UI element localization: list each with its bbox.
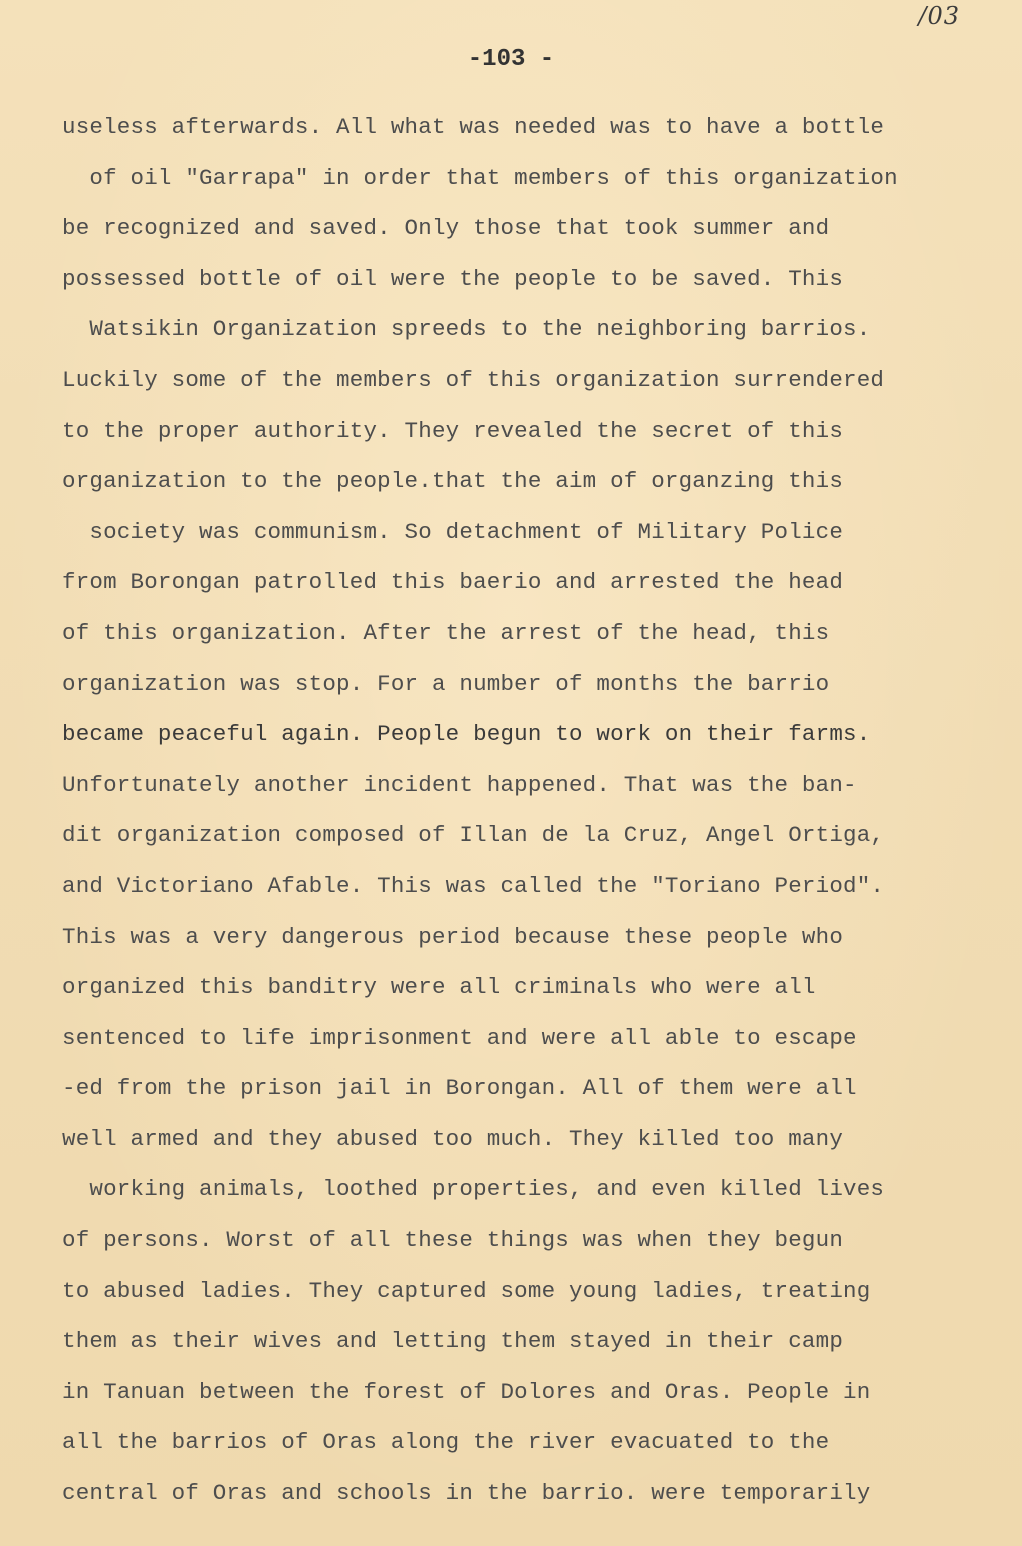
text-line: organization to the people.that the aim of organzing this <box>62 468 844 495</box>
page-number: -103 - <box>467 46 555 73</box>
text-line: This was a very dangerous period because these people who <box>62 923 844 950</box>
text-line: working animals, loothed properties, and even killed lives <box>62 1176 885 1203</box>
body-text <box>62 108 982 1525</box>
text-line: to abused ladies. They captured some young ladies, treating <box>62 1277 871 1304</box>
text-line: well armed and they abused too much. They killed too many <box>62 1125 844 1152</box>
text-line: all the barrios of Oras along the river evacuated to the <box>62 1429 830 1456</box>
text-line: useless afterwards. All what was needed was to have a bottle <box>62 114 885 140</box>
text-line: sentenced to life imprisonment and were all able to escape <box>62 1024 857 1051</box>
handwritten-page-number: /03 <box>918 2 960 30</box>
text-line: dit organization composed of Illan de la Cruz, Angel Ortiga, <box>62 822 885 849</box>
text-line: to the proper authority. They revealed the secret of this <box>62 417 844 444</box>
text-line: them as their wives and letting them stayed in their camp <box>62 1328 844 1355</box>
text-line: Unfortunately another incident happened. That was the ban- <box>62 771 857 798</box>
text-line: of persons. Worst of all these things was when they begun <box>62 1227 844 1254</box>
text-line: organization was stop. For a number of months the barrio <box>62 670 830 697</box>
text-line: society was communism. So detachment of Military Police <box>62 518 844 545</box>
text-line: became peaceful again. People begun to work on their farms. <box>62 721 871 748</box>
text-line: central of Oras and schools in the barrio. were temporarily <box>62 1480 871 1507</box>
text-line: -ed from the prison jail in Borongan. All of them were all <box>62 1075 857 1102</box>
text-line: from Borongan patrolled this baerio and arrested the head <box>62 569 844 596</box>
text-line: of oil "Garrapa" in order that members of this organization <box>62 164 898 191</box>
text-line: Luckily some of the members of this organization surrendered <box>62 366 885 393</box>
text-line: be recognized and saved. Only those that took summer and <box>62 215 830 242</box>
text-line: Watsikin Organization spreeds to the neighboring barrios. <box>62 316 871 343</box>
text-line: of this organization. After the arrest of the head, this <box>62 619 830 646</box>
text-line: possessed bottle of oil were the people to be saved. This <box>62 265 844 292</box>
text-line: organized this banditry were all criminals who were all <box>62 974 816 1001</box>
text-line: in Tanuan between the forest of Dolores and Oras. People in <box>62 1378 871 1405</box>
text-line: and Victoriano Afable. This was called the "Toriano Period". <box>62 872 885 899</box>
